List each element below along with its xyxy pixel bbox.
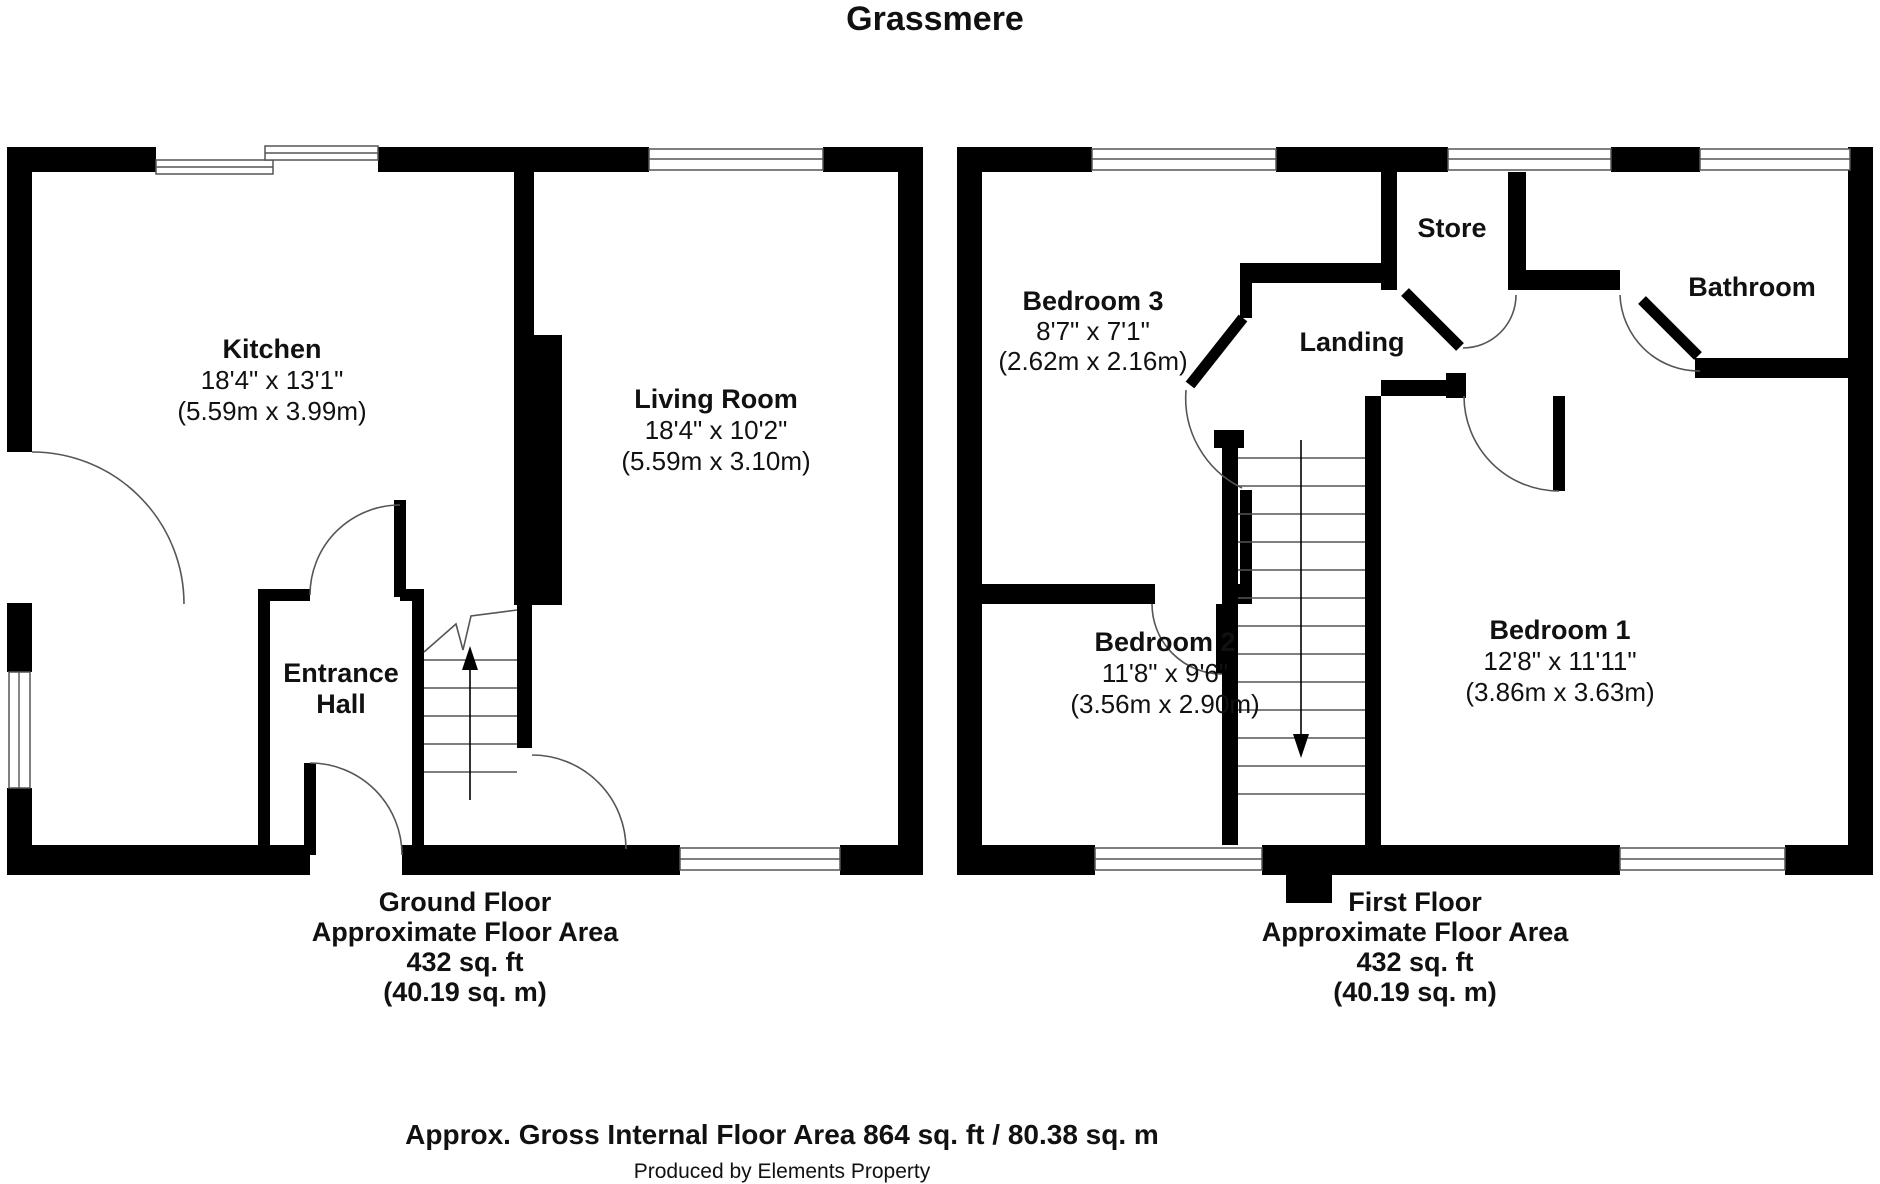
credit-text: Produced by Elements Property xyxy=(633,1160,931,1183)
first-floor-caption: (40.19 sq. m) xyxy=(1333,977,1497,1007)
wall-segment xyxy=(1446,373,1466,398)
wall-segment xyxy=(1365,396,1381,845)
window xyxy=(9,672,30,788)
wall-segment xyxy=(378,147,649,172)
first-floor-caption: 432 sq. ft xyxy=(1356,947,1474,977)
room-dims-metric: (5.59m x 3.99m) xyxy=(177,396,367,426)
room-dims-metric: (3.86m x 3.63m) xyxy=(1465,677,1655,707)
room-label-bedroom-3: Bedroom 3 xyxy=(1022,286,1164,316)
first-floor-caption: Approximate Floor Area xyxy=(1261,917,1569,947)
first-floor-caption: First Floor xyxy=(1348,887,1482,917)
door-arc xyxy=(32,452,184,604)
room-label-bedroom-1: Bedroom 1 xyxy=(1489,615,1631,645)
first-floor-plan xyxy=(957,147,1873,1007)
door-leaf xyxy=(1405,292,1460,347)
door-arc xyxy=(1620,295,1700,371)
stairs-up-arrow-icon xyxy=(462,646,478,800)
window xyxy=(1092,149,1276,170)
wall-segment xyxy=(1695,358,1849,378)
wall-segment xyxy=(1508,172,1526,290)
window xyxy=(265,146,378,160)
room-dims-imperial: 18'4" x 13'1" xyxy=(200,365,344,395)
door-leaf xyxy=(394,500,406,597)
wall-segment xyxy=(7,147,32,452)
window xyxy=(649,149,823,170)
wall-segment xyxy=(1611,147,1700,172)
room-label-living-room: Living Room xyxy=(634,384,798,414)
wall-segment xyxy=(982,584,1155,604)
stair-break-line xyxy=(424,610,517,652)
room-dims-metric: (2.62m x 2.16m) xyxy=(998,346,1188,376)
door-leaf xyxy=(1190,318,1243,385)
door-leaf xyxy=(1642,300,1698,356)
first-floor-walls xyxy=(957,147,1873,903)
door-leaf xyxy=(1553,396,1565,491)
staircase-up xyxy=(424,610,517,800)
room-label-bathroom: Bathroom xyxy=(1688,272,1816,302)
door-arc xyxy=(532,755,626,849)
room-label-landing: Landing xyxy=(1299,327,1405,357)
room-label-entrance-hall: Entrance xyxy=(283,658,399,688)
wall-segment xyxy=(1276,147,1448,172)
wall-segment xyxy=(1240,283,1252,318)
staircase-down xyxy=(1238,440,1365,794)
window xyxy=(1620,848,1785,870)
room-dims-imperial: 8'7" x 7'1" xyxy=(1036,316,1150,346)
door-arc xyxy=(1463,295,1516,348)
wall-segment xyxy=(402,845,680,875)
ground-floor-caption: 432 sq. ft xyxy=(406,947,524,977)
wall-segment xyxy=(898,147,923,875)
gross-area-text: Approx. Gross Internal Floor Area 864 sq. ft / 80.38 sq. m xyxy=(405,1119,1159,1150)
room-dims-imperial: 18'4" x 10'2" xyxy=(644,415,788,445)
window xyxy=(1700,149,1850,170)
door-leaf xyxy=(304,763,316,855)
room-dims-imperial: 12'8" x 11'11" xyxy=(1483,646,1637,676)
ground-floor-caption: Ground Floor xyxy=(378,887,552,917)
room-dims-imperial: 11'8" x 9'6" xyxy=(1101,658,1229,688)
door-arc xyxy=(310,505,400,595)
room-dims-metric: (5.59m x 3.10m) xyxy=(621,446,811,476)
wall-segment xyxy=(957,147,982,875)
wall-segment xyxy=(1214,430,1244,448)
wall-segment xyxy=(1381,380,1446,396)
page-title: Grassmere xyxy=(846,0,1024,38)
ground-floor-caption: Approximate Floor Area xyxy=(311,917,619,947)
wall-segment xyxy=(1848,147,1873,875)
wall-segment xyxy=(258,589,310,601)
ground-floor-plan xyxy=(7,146,923,1007)
wall-stub xyxy=(1286,870,1332,903)
room-dims-metric: (3.56m x 2.90m) xyxy=(1070,689,1260,719)
ground-floor-walls xyxy=(7,147,923,875)
wall-segment xyxy=(412,601,424,845)
first-floor-windows xyxy=(1092,149,1850,870)
chimney-breast xyxy=(514,335,562,605)
wall-segment xyxy=(514,172,534,335)
room-label-entrance-hall: Hall xyxy=(316,689,366,719)
wall-segment xyxy=(1526,270,1620,290)
door-arc xyxy=(1464,396,1559,491)
wall-segment xyxy=(1785,845,1873,875)
ground-floor-windows xyxy=(9,146,840,870)
room-label-bedroom-2: Bedroom 2 xyxy=(1094,627,1236,657)
room-label-kitchen: Kitchen xyxy=(222,334,322,364)
window xyxy=(1095,848,1262,870)
wall-segment xyxy=(1240,263,1381,283)
window xyxy=(156,160,273,174)
window xyxy=(680,848,840,870)
room-label-store: Store xyxy=(1417,213,1487,243)
wall-segment xyxy=(957,845,1095,875)
ground-floor-caption: (40.19 sq. m) xyxy=(383,977,547,1007)
window xyxy=(1448,149,1611,170)
wall-segment xyxy=(1381,172,1397,290)
front-door-arc xyxy=(310,763,402,855)
wall-segment xyxy=(7,603,32,672)
wall-segment xyxy=(517,605,532,748)
wall-segment xyxy=(258,589,270,875)
